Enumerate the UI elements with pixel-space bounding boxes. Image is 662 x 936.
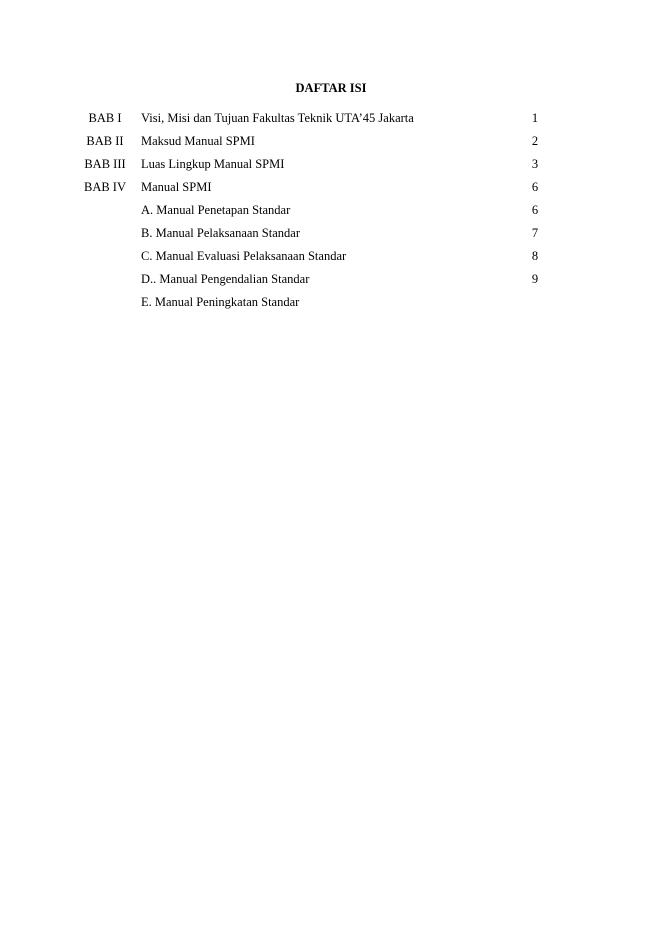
toc-page-number: 2 bbox=[531, 134, 539, 148]
toc-entry-title: Visi, Misi dan Tujuan Fakultas Teknik UTA’45 Jakarta bbox=[141, 111, 414, 125]
toc-entry-title: B. Manual Pelaksanaan Standar bbox=[141, 226, 300, 240]
toc-page-number: 3 bbox=[531, 157, 539, 171]
toc-row bbox=[80, 225, 560, 248]
table-of-contents bbox=[80, 110, 560, 317]
toc-chapter: BAB II bbox=[86, 134, 124, 148]
toc-row bbox=[80, 110, 560, 133]
toc-row bbox=[80, 156, 560, 179]
toc-page-number: 7 bbox=[531, 226, 539, 240]
toc-chapter: BAB IV bbox=[83, 180, 127, 194]
toc-page-number: 8 bbox=[531, 249, 539, 263]
toc-entry-title: E. Manual Peningkatan Standar bbox=[141, 295, 300, 309]
toc-row bbox=[80, 133, 560, 156]
toc-row bbox=[80, 271, 560, 294]
toc-page-number: 1 bbox=[531, 111, 539, 125]
toc-entry-title: D.. Manual Pengendalian Standar bbox=[141, 272, 310, 286]
toc-row bbox=[80, 179, 560, 202]
toc-page-number: 6 bbox=[531, 180, 539, 194]
toc-row bbox=[80, 294, 560, 317]
toc-entry-title: Maksud Manual SPMI bbox=[141, 134, 255, 148]
toc-entry-title: Manual SPMI bbox=[141, 180, 212, 194]
toc-row bbox=[80, 202, 560, 225]
toc-chapter: BAB III bbox=[84, 157, 126, 171]
toc-chapter: BAB I bbox=[88, 111, 122, 125]
toc-page-number: 6 bbox=[531, 203, 539, 217]
toc-entry-title: Luas Lingkup Manual SPMI bbox=[141, 157, 285, 171]
page-title: DAFTAR ISI bbox=[295, 81, 367, 95]
toc-page-number: 9 bbox=[531, 272, 539, 286]
toc-entry-title: A. Manual Penetapan Standar bbox=[141, 203, 291, 217]
toc-row bbox=[80, 248, 560, 271]
toc-entry-title: C. Manual Evaluasi Pelaksanaan Standar bbox=[141, 249, 347, 263]
